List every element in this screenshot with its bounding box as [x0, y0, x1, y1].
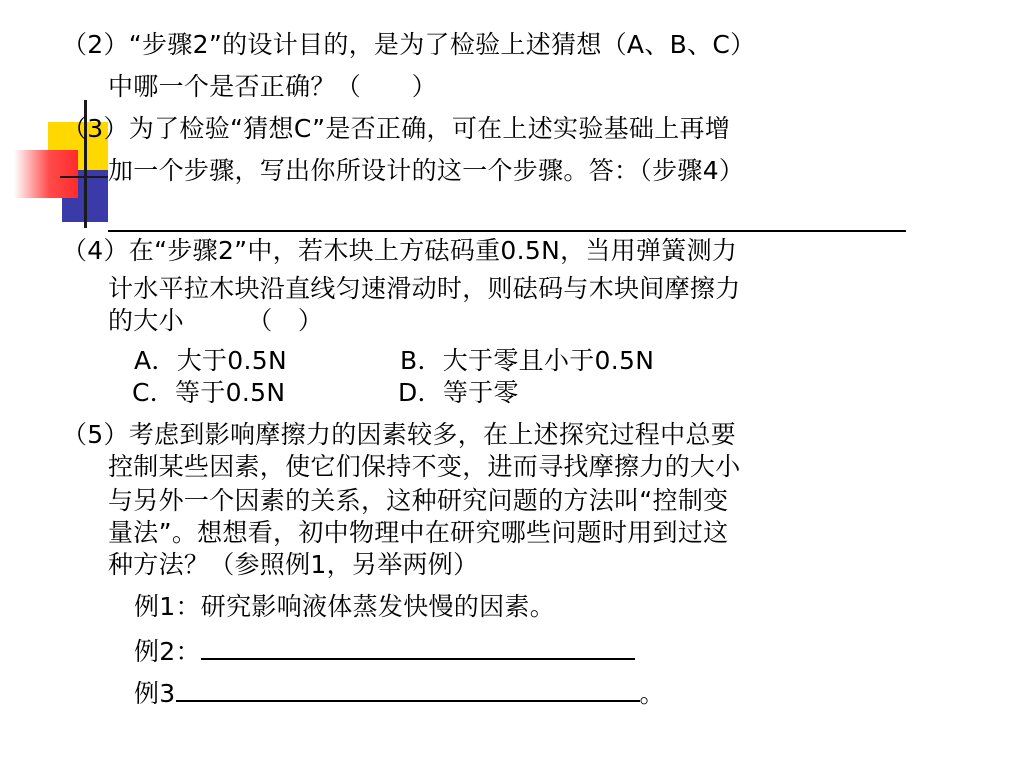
answer-blank-step-4[interactable]: [108, 230, 906, 232]
question-4-line-2: 计水平拉木块沿直线匀速滑动时，则砝码与木块间摩擦力: [108, 274, 741, 303]
example-3-end-mark: 。: [639, 679, 665, 708]
decorative-red-gradient-bar: [14, 150, 78, 198]
example-3-label: 例3: [134, 679, 176, 708]
example-2: [134, 634, 635, 667]
question-2-line-2: 中哪一个是否正确？（ ）: [108, 72, 437, 101]
example-1: 例1：研究影响液体蒸发快慢的因素。: [134, 592, 556, 621]
question-5-line-1: （5）考虑到影响摩擦力的因素较多，在上述探究过程中总要: [62, 420, 737, 449]
option-a: A．大于0.5N: [134, 346, 287, 375]
question-5-line-4: 量法”。想想看，初中物理中在研究哪些问题时用到过这: [108, 518, 729, 547]
question-5-line-3: 与另外一个因素的关系，这种研究问题的方法叫“控制变: [108, 486, 729, 515]
example-2-label: 例2：: [134, 637, 201, 666]
question-2-line-1: （2）“步骤2”的设计目的，是为了检验上述猜想（A、B、C）: [62, 30, 756, 59]
example-3: [134, 676, 665, 709]
question-5-line-5: 种方法？（参照例1，另举两例）: [108, 550, 479, 579]
decorative-horizontal-line: [60, 176, 108, 178]
question-5-line-2: 控制某些因素，使它们保持不变，进而寻找摩擦力的大小: [108, 452, 741, 481]
example-2-blank[interactable]: [201, 634, 635, 660]
option-c: C．等于0.5N: [132, 378, 286, 407]
option-d: D．等于零: [398, 378, 519, 407]
question-3-line-1: （3）为了检验“猜想C”是否正确，可在上述实验基础上再增: [62, 114, 731, 143]
question-4-line-3: 的大小 （ ）: [108, 306, 324, 335]
question-3-line-2: 加一个步骤，写出你所设计的这一个步骤。答：（步骤4）: [108, 156, 745, 185]
option-b: B．大于零且小于0.5N: [400, 346, 655, 375]
question-4-line-1: （4）在“步骤2”中，若木块上方砝码重0.5N，当用弹簧测力: [62, 236, 738, 265]
example-3-blank[interactable]: [176, 676, 640, 702]
